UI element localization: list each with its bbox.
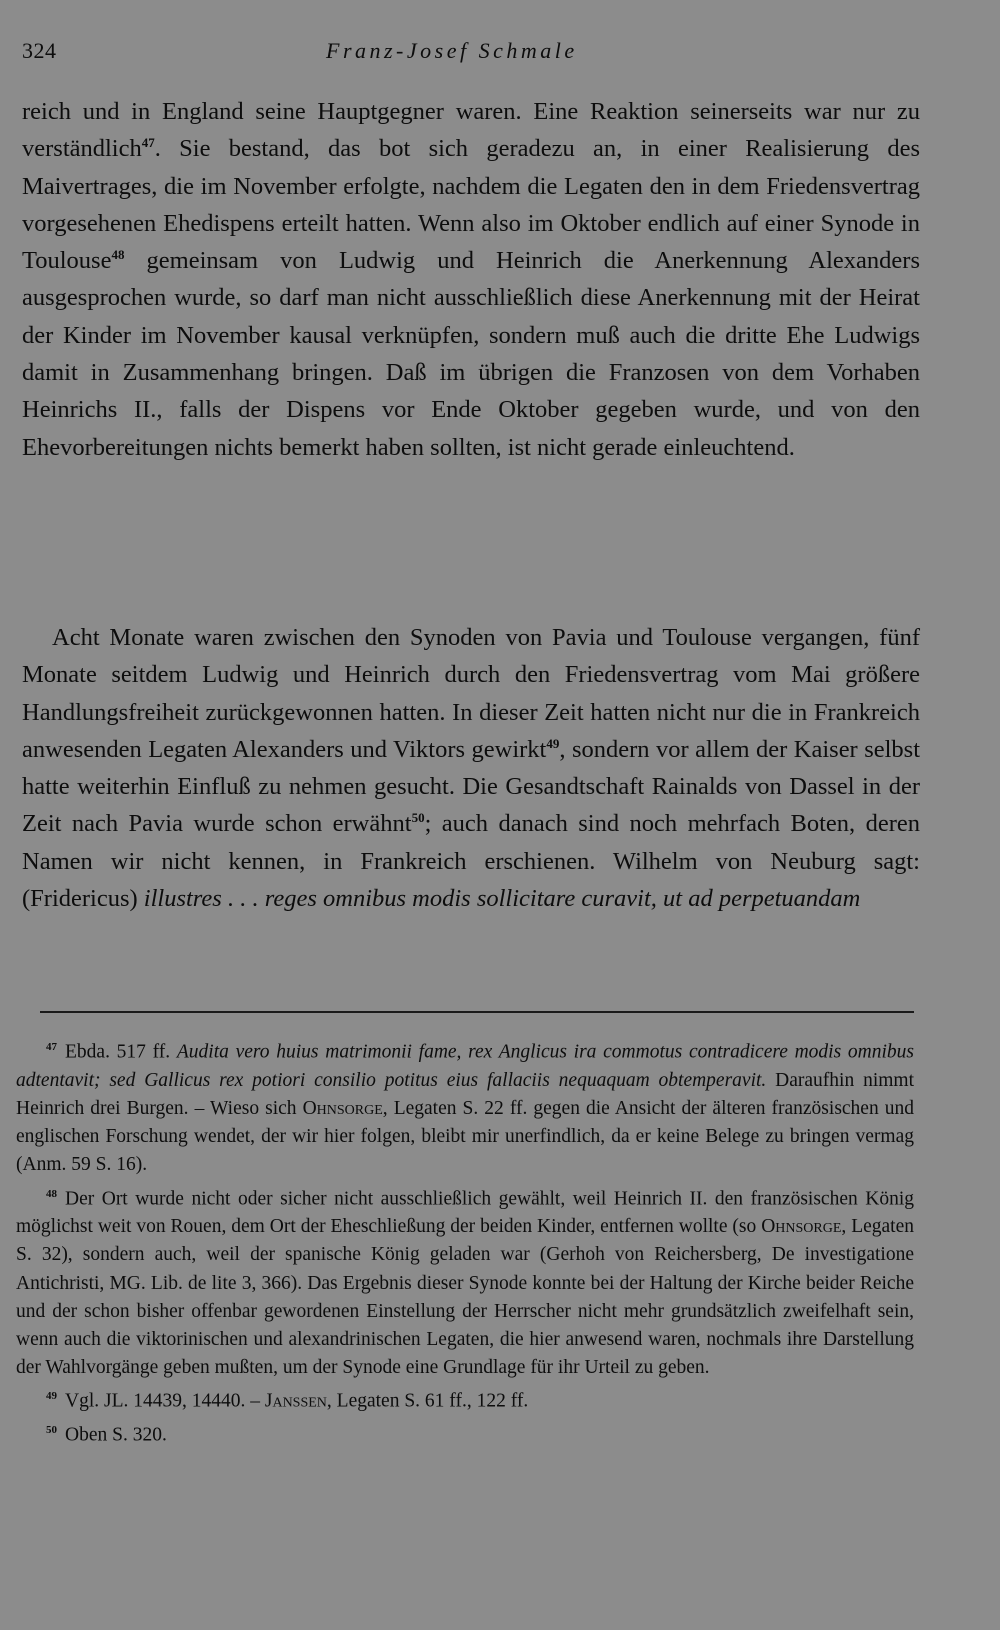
paragraph-text: , sondern vor allem der Kaiser selbst hatte weiterhin Einfluß zu nehmen gesucht. Die Gesandtschaft Rainalds von Dassel in der Zeit nach Pavia wurde schon erwähnt (22, 735, 920, 838)
footnote-text: , Legaten S. 22 ff. gegen die Ansicht der älteren französischen und englischen Forschung wendet, der wir hier folgen, bleibt mir unerfindlich, da er keine Belege zu bringen vermag (Anm. 59 S. 16). (16, 1097, 915, 1176)
running-head: Franz-Josef Schmale (326, 38, 578, 63)
footnote-ref-48[interactable]: 48 (111, 247, 125, 263)
paragraph-text: gemeinsam von Ludwig und Heinrich die Anerkennung Alexanders ausgesprochen wurde, so darf man nicht ausschließlich diese Anerkennung mit der Heirat der Kinder im November kausal verknüpfen, sondern muß auch die dritte Ehe Ludwigs damit in Zusammenhang bringen. Daß im übrigen die Franzosen von dem Vorhaben Heinrichs II., falls der Dispens vor Ende Oktober gegeben wurde, und von den Ehevorbereitungen nichts bemerkt haben sollten, ist nicht gerade einleuchtend. (22, 247, 920, 461)
body-paragraph-1 (22, 93, 920, 466)
paragraph-text: reich und in England seine Hauptgegner waren. Eine Reaktion seinerseits war nur zu verständlich (22, 98, 920, 163)
author-name: Ohnsorge (761, 1216, 842, 1238)
footnote-divider (40, 1011, 914, 1013)
author-name: Ohnsorge (302, 1097, 383, 1119)
footnote-50 (16, 1416, 914, 1450)
paragraph-text: Acht Monate waren zwischen den Synoden von Pavia und Toulouse vergangen, fünf Monate seitdem Ludwig und Heinrich durch den Friedensvertrag vom Mai größere Handlungsfreiheit zurückgewonnen hatten. In dieser Zeit hatten nicht nur die in Frankreich anwesenden Legaten Alexanders und Viktors gewirkt (22, 624, 920, 763)
author-name: Janssen (264, 1390, 327, 1412)
footnote-number: 49 (46, 1390, 57, 1403)
footnote-number: 50 (46, 1424, 57, 1437)
footnote-text: Ebda. 517 ff. (65, 1041, 171, 1063)
footnote-number: 47 (46, 1041, 57, 1053)
page-number: 324 (22, 38, 57, 63)
footnote-text: Vgl. JL. 14439, 14440. – (65, 1390, 260, 1412)
paragraph-text: . Sie bestand, das bot sich geradezu an, in einer Realisierung des Maivertrages, die im November erfolgte, nachdem die Legaten den in dem Friedensvertrag vorgesehenen Ehedispens erteilt hatten. Wenn also im Oktober endlich auf einer Synode in Toulouse (22, 135, 920, 275)
footnote-text: , Legaten S. 32), sondern auch, weil der spanische König geladen war (Gerhoh von Reichersberg, De investigatione Antichristi, MG. Lib. de lite 3, 366). Das Ergebnis dieser Synode konnte bei der Haltung der Kirche beider Reiche und der schon bisher offenbar gewordenen Einstellung der Herrscher nicht mehr grundsätzlich zweifelhaft sein, wenn auch die viktorinischen und alexandrinischen Legaten, die hier anwesend waren, nochmals ihre Darstellung der Wahlvorgänge geben mußten, um der Synode eine Grundlage für ihr Urteil zu geben. (16, 1216, 914, 1379)
paragraph-text: ; auch danach sind noch mehrfach Boten, deren Namen wir nicht kennen, in Frankreich erschienen. Wilhelm von Neuburg sagt: (Fridericus) (22, 810, 920, 913)
latin-quotation: illustres . . . reges omnibus modis sollicitare curavit, ut ad perpetuandam (143, 885, 861, 913)
footnote-text: , Legaten S. 61 ff., 122 ff. (326, 1390, 529, 1412)
footnote-ref-49[interactable]: 49 (546, 735, 560, 751)
footnote-text: Der Ort wurde nicht oder sicher nicht ausschließlich gewählt, weil Heinrich II. den französischen König möglichst weit von Rouen, dem Ort der Eheschließung der beiden Kinder, entfernen wollte (so (16, 1188, 914, 1238)
footnote-text: Oben S. 320. (65, 1424, 167, 1446)
footnote-47 (16, 1033, 914, 1180)
footnote-49 (16, 1382, 914, 1416)
body-paragraph-2 (22, 619, 920, 917)
footnote-text: Daraufhin nimmt Heinrich drei Burgen. – Wieso sich (16, 1069, 915, 1119)
footnote-48 (16, 1180, 914, 1383)
footnote-ref-50[interactable]: 50 (411, 810, 425, 826)
footnote-latin-quote: Audita vero huius matrimonii fame, rex Anglicus ira commotus contradicere modis omnibus adtentavit; sed Gallicus rex potiori consilio potitus eius fallaciis nequaquam obtemperavit. (16, 1041, 914, 1091)
footnote-ref-47[interactable]: 47 (141, 135, 155, 151)
footnote-number: 48 (46, 1187, 57, 1200)
footnotes (16, 1033, 914, 1450)
